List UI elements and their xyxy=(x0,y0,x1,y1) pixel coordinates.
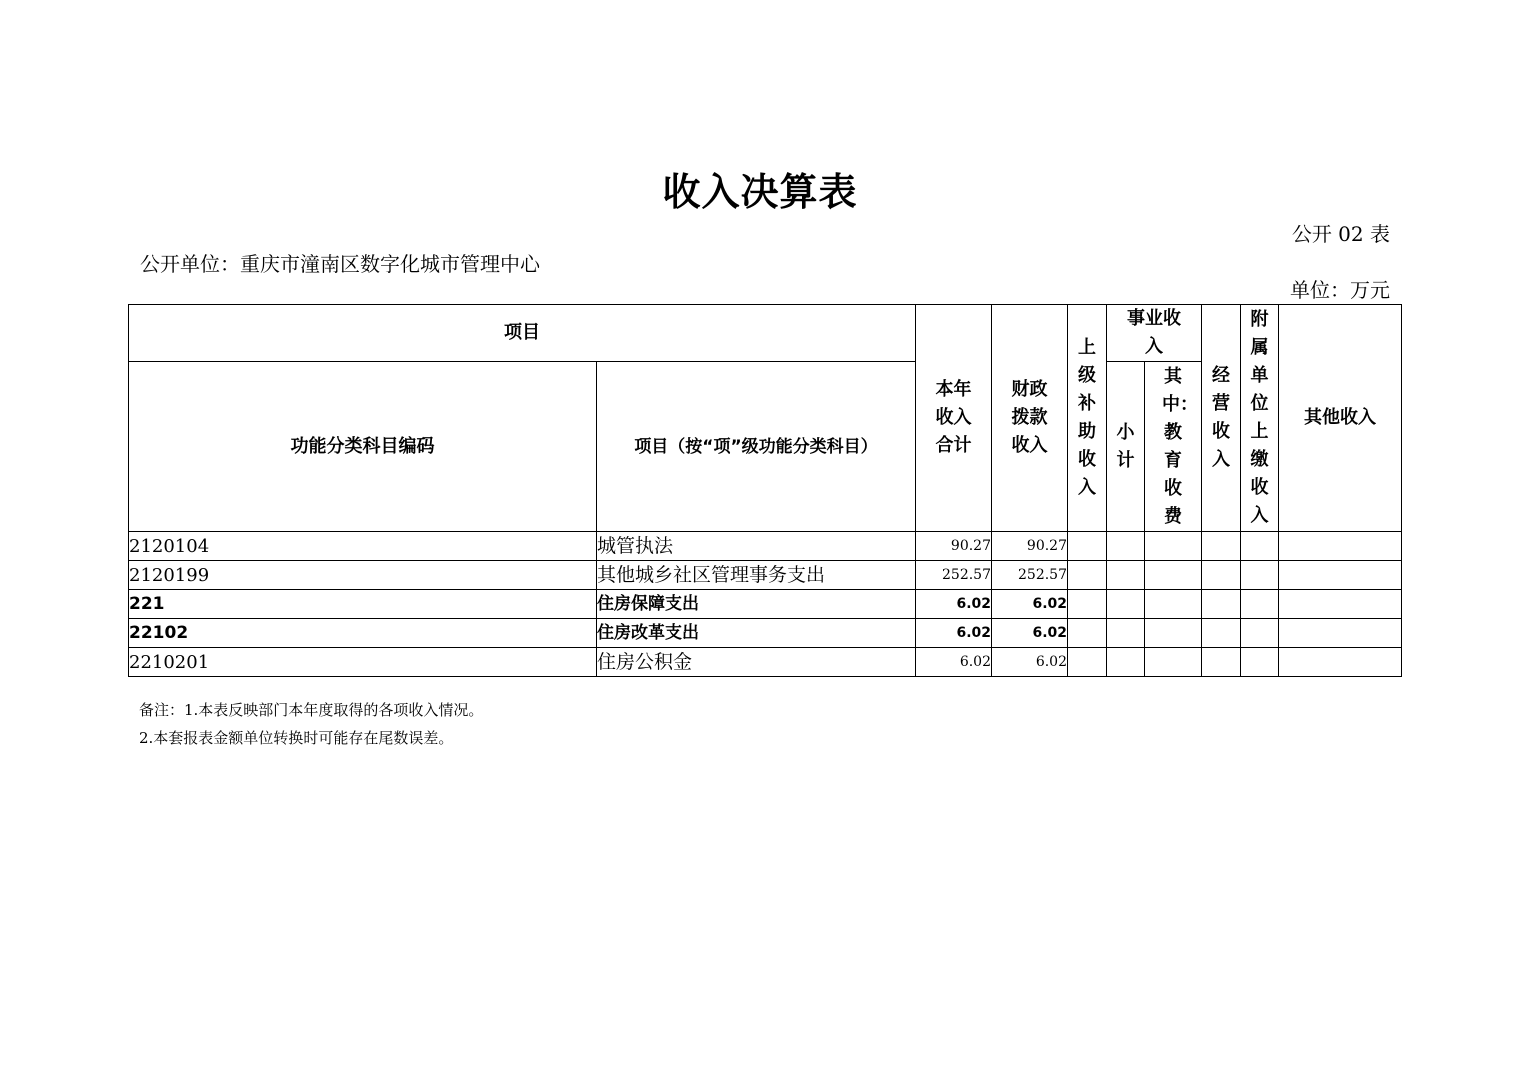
row-superior xyxy=(1068,590,1107,619)
row-affiliated xyxy=(1241,648,1279,677)
header-business xyxy=(1107,305,1202,362)
row-superior xyxy=(1068,619,1107,648)
row-subtotal xyxy=(1107,561,1145,590)
note-line-2: 2.本套报表金额单位转换时可能存在尾数误差。 xyxy=(139,729,454,747)
header-operating xyxy=(1202,305,1241,532)
row-fiscal: 252.57 xyxy=(992,561,1068,590)
row-other xyxy=(1279,561,1402,590)
row-name: 其他城乡社区管理事务支出 xyxy=(597,561,916,590)
row-operating xyxy=(1202,590,1241,619)
header-superior xyxy=(1068,305,1107,532)
header-affiliated-label: 附属单位上缴收入 xyxy=(1250,309,1269,526)
header-item: 项目 xyxy=(129,305,916,362)
header-fiscal-label: 财政拨款收入 xyxy=(1011,379,1048,456)
header-education-label: 其中：教育收费 xyxy=(1162,365,1198,527)
row-affiliated xyxy=(1241,619,1279,648)
header-superior-label: 上级补助收入 xyxy=(1078,337,1096,498)
report-title: 收入决算表 xyxy=(662,169,858,214)
row-operating xyxy=(1202,532,1241,561)
table-row xyxy=(129,561,1402,590)
row-education xyxy=(1145,648,1202,677)
header-subtotal-label: 小计 xyxy=(1116,421,1135,471)
money-unit: 单位：万元 xyxy=(1290,278,1390,302)
row-code: 2120199 xyxy=(129,561,597,590)
row-total: 6.02 xyxy=(916,648,992,677)
publishing-unit: 公开单位：重庆市潼南区数字化城市管理中心 xyxy=(140,252,540,276)
row-education xyxy=(1145,590,1202,619)
table-row xyxy=(129,619,1402,648)
row-education xyxy=(1145,619,1202,648)
header-business-label: 事业收入 xyxy=(1127,308,1181,357)
row-other xyxy=(1279,532,1402,561)
row-education xyxy=(1145,561,1202,590)
header-total-label: 本年收入合计 xyxy=(935,379,972,456)
header-name: 项目（按“项”级功能分类科目） xyxy=(597,362,916,532)
header-other: 其他收入 xyxy=(1279,305,1402,532)
row-code: 2120104 xyxy=(129,532,597,561)
row-subtotal xyxy=(1107,648,1145,677)
row-other xyxy=(1279,590,1402,619)
row-other xyxy=(1279,619,1402,648)
note-line-1: 备注：1.本表反映部门本年度取得的各项收入情况。 xyxy=(139,701,484,719)
row-affiliated xyxy=(1241,532,1279,561)
row-operating xyxy=(1202,561,1241,590)
row-affiliated xyxy=(1241,590,1279,619)
row-code: 2210201 xyxy=(129,648,597,677)
row-name: 城管执法 xyxy=(597,532,916,561)
header-code: 功能分类科目编码 xyxy=(129,362,597,532)
row-name: 住房保障支出 xyxy=(597,590,916,619)
table-row xyxy=(129,648,1402,677)
income-table xyxy=(128,304,1402,677)
row-code: 22102 xyxy=(129,619,597,648)
row-superior xyxy=(1068,532,1107,561)
row-name: 住房公积金 xyxy=(597,648,916,677)
header-operating-label: 经营收入 xyxy=(1212,365,1230,470)
row-other xyxy=(1279,648,1402,677)
form-number: 公开 02 表 xyxy=(1291,222,1390,246)
row-code: 221 xyxy=(129,590,597,619)
row-fiscal: 90.27 xyxy=(992,532,1068,561)
notes xyxy=(139,696,483,752)
row-education xyxy=(1145,532,1202,561)
header-education xyxy=(1145,362,1202,532)
row-operating xyxy=(1202,619,1241,648)
row-subtotal xyxy=(1107,590,1145,619)
table-row xyxy=(129,532,1402,561)
row-superior xyxy=(1068,648,1107,677)
row-affiliated xyxy=(1241,561,1279,590)
row-total: 252.57 xyxy=(916,561,992,590)
row-fiscal: 6.02 xyxy=(992,648,1068,677)
row-subtotal xyxy=(1107,532,1145,561)
header-total xyxy=(916,305,992,532)
row-subtotal xyxy=(1107,619,1145,648)
row-fiscal: 6.02 xyxy=(992,619,1068,648)
row-total: 6.02 xyxy=(916,590,992,619)
header-fiscal xyxy=(992,305,1068,532)
row-name: 住房改革支出 xyxy=(597,619,916,648)
header-affiliated xyxy=(1241,305,1279,532)
row-total: 90.27 xyxy=(916,532,992,561)
header-subtotal xyxy=(1107,362,1145,532)
table-row xyxy=(129,590,1402,619)
row-operating xyxy=(1202,648,1241,677)
row-superior xyxy=(1068,561,1107,590)
row-fiscal: 6.02 xyxy=(992,590,1068,619)
row-total: 6.02 xyxy=(916,619,992,648)
